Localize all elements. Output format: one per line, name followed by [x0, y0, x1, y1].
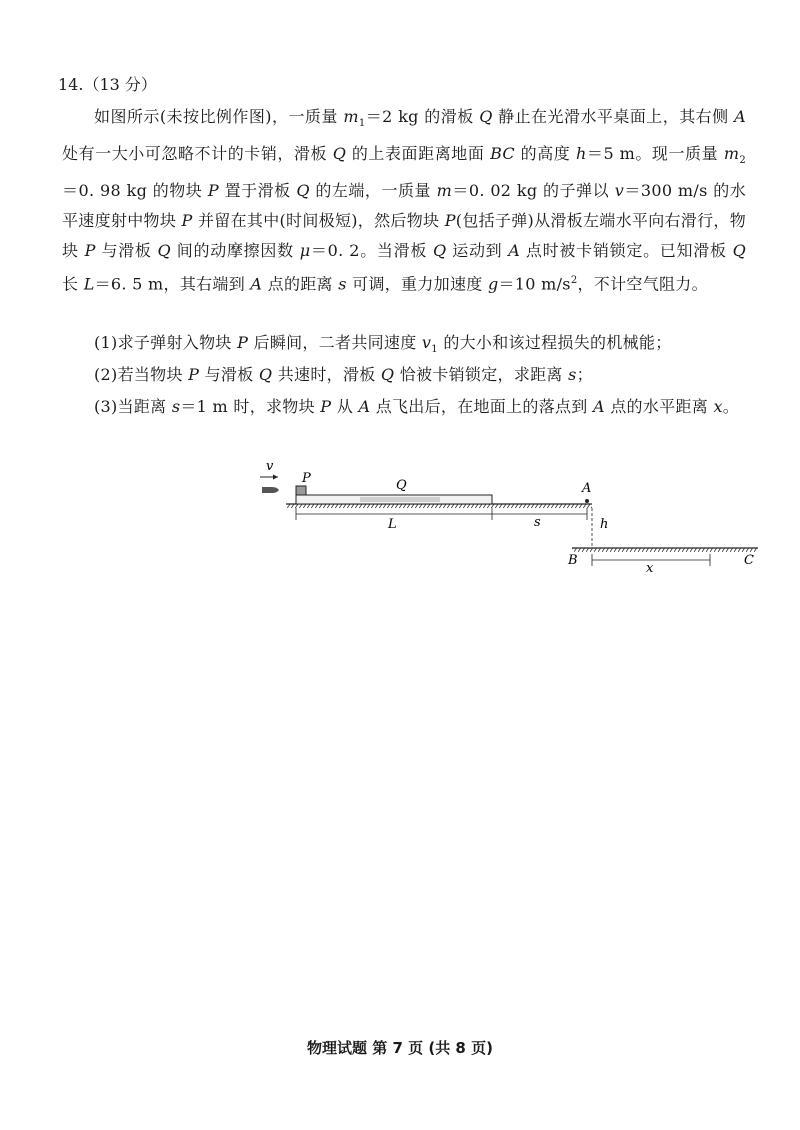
- text-run: 的大小和该过程损失的机械能；: [437, 333, 672, 352]
- sub-question-3: [62, 392, 746, 422]
- text-run: Q: [732, 241, 746, 261]
- physics-diagram: [250, 456, 770, 586]
- text-run: (3)当距离: [94, 397, 172, 416]
- text-run: 静止在光滑水平桌面上，其右侧: [492, 107, 735, 126]
- text-run: 长: [62, 274, 84, 294]
- label-x: x: [646, 561, 654, 576]
- text-run: P: [444, 211, 456, 231]
- text-run: A: [734, 107, 747, 126]
- text-run: 与滑板: [95, 241, 158, 261]
- text-run: 运动到: [446, 241, 509, 261]
- text-run: A: [358, 397, 371, 416]
- text-run: 与滑板: [199, 365, 259, 384]
- label-Q: Q: [396, 478, 407, 493]
- text-run: 的左端，一质量: [309, 181, 437, 201]
- text-run: s: [338, 274, 347, 294]
- label-B: B: [568, 553, 578, 568]
- text-run: (包括子弹)从滑板左端水平向右滑行，物块: [62, 211, 747, 261]
- text-run: h: [576, 144, 587, 164]
- text-run: 间的动摩擦因数: [170, 241, 300, 261]
- text-run: 从: [331, 397, 359, 416]
- label-C: C: [744, 553, 754, 568]
- text-run: ，不计空气阻力。: [577, 274, 708, 294]
- text-run: 的高度: [514, 144, 576, 164]
- text-run: Q: [157, 241, 171, 261]
- text-run: v: [614, 181, 625, 201]
- text-run: 的上表面距离地面: [346, 144, 491, 164]
- text-run: P: [237, 333, 249, 352]
- text-run: 可调，重力加速度: [346, 274, 488, 294]
- text-run: ＝6. 5 m，其右端到: [94, 274, 251, 294]
- text-run: ＝0. 2。当滑板: [310, 241, 433, 261]
- text-run: x: [713, 397, 723, 416]
- text-run: ＝10 m/s: [498, 274, 571, 294]
- text-run: 点飞出后，在地面上的落点到: [370, 397, 593, 416]
- board-shading: [360, 497, 440, 502]
- text-run: 。: [722, 397, 740, 416]
- table-hatching: [286, 504, 592, 508]
- text-run: BC: [490, 144, 515, 164]
- label-L: L: [388, 517, 397, 532]
- text-run: 恰被卡销锁定，求距离: [394, 365, 569, 384]
- text-run: m: [723, 144, 740, 164]
- sub-question-2: [62, 360, 746, 390]
- text-run: L: [83, 274, 95, 294]
- text-run: P: [320, 397, 332, 416]
- text-run: v: [421, 333, 432, 352]
- ground-hatching: [572, 548, 758, 552]
- label-h: h: [600, 517, 609, 532]
- text-run: 后瞬间，二者共同速度: [248, 333, 422, 352]
- text-run: P: [84, 241, 96, 261]
- text-run: Q: [296, 181, 310, 201]
- text-run: g: [487, 274, 499, 294]
- text-run: 点的水平距离: [604, 397, 714, 416]
- text-run: Q: [380, 365, 395, 384]
- text-run: Q: [479, 107, 493, 126]
- text-run: 并留在其中(时间极短)，然后物块: [192, 211, 445, 231]
- text-run: Q: [332, 144, 347, 164]
- pin-A: [585, 499, 589, 503]
- bullet-icon: [262, 487, 279, 493]
- text-run: A: [593, 397, 605, 416]
- text-run: 2: [570, 275, 578, 287]
- text-run: A: [250, 274, 263, 294]
- label-s: s: [534, 515, 541, 530]
- text-run: ＝1 m 时，求物块: [180, 397, 321, 416]
- text-run: m: [436, 181, 453, 201]
- text-run: A: [508, 241, 521, 261]
- text-run: (2)若当物块: [94, 365, 189, 384]
- text-run: Q: [432, 241, 447, 261]
- text-run: s: [171, 397, 181, 416]
- text-run: 1: [431, 344, 438, 356]
- question-stem: [62, 102, 746, 300]
- text-run: 2: [739, 155, 746, 167]
- page-footer: 物理试题 第 7 页 (共 8 页): [307, 1039, 493, 1057]
- text-run: P: [181, 211, 193, 231]
- text-run: 如图所示(未按比例作图)，一质量: [94, 107, 344, 126]
- question-number: 14.（13 分）: [58, 75, 157, 94]
- text-run: P: [207, 181, 219, 201]
- text-run: 点的距离: [262, 274, 339, 294]
- text-run: P: [188, 365, 200, 384]
- text-run: ＝0. 02 kg 的子弹以: [452, 181, 615, 201]
- text-run: ＝300 m/s 的水平速度射中物块: [62, 181, 747, 231]
- text-run: 置于滑板: [218, 181, 297, 201]
- text-run: μ: [299, 241, 311, 261]
- label-A: A: [582, 481, 592, 496]
- text-run: ＝5 m。现一质量: [586, 144, 724, 164]
- text-run: 点时被卡销锁定。已知滑板: [520, 241, 733, 261]
- text-run: 共速时，滑板: [272, 365, 381, 384]
- velocity-arrowhead: [273, 475, 278, 480]
- text-run: ＝0. 98 kg 的物块: [62, 181, 208, 201]
- text-run: s: [568, 365, 577, 384]
- label-P: P: [302, 471, 311, 486]
- text-run: m: [343, 107, 359, 126]
- block-P: [296, 486, 306, 495]
- text-run: 1: [358, 118, 366, 130]
- text-run: Q: [258, 365, 273, 384]
- label-v: v: [266, 459, 274, 474]
- text-run: 处有一大小可忽略不计的卡销，滑板: [62, 144, 333, 164]
- text-run: ；: [576, 365, 593, 384]
- text-run: (1)求子弹射入物块: [94, 333, 238, 352]
- text-run: ＝2 kg 的滑板: [365, 107, 480, 126]
